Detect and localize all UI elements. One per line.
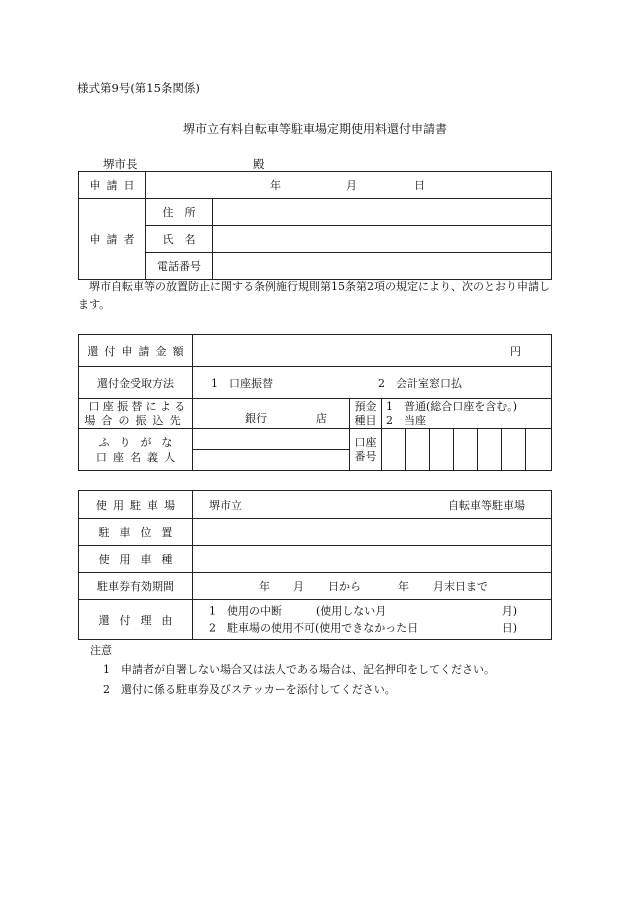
validity-field[interactable] [193,573,552,600]
date-month: 月 [346,179,357,192]
vehicle-label: 使用車種 [79,546,193,573]
parking-field[interactable] [193,491,552,519]
statement-text: 堺市自転車等の放置防止に関する条例施行規則第15条第2項の規定により、次のとおり申請します。 [78,280,550,311]
name-label: 氏 名 [146,226,213,253]
deposit-type-label-line-1: 預金 [354,399,377,413]
position-label: 駐車位置 [79,519,193,546]
parking-suffix: 自転車等駐車場 [448,498,525,512]
branch-suffix: 店 [316,412,327,426]
usage-table [78,490,552,640]
parking-label: 使用駐車場 [79,491,193,519]
addressee: 堺市長 [103,157,138,171]
account-digit-4[interactable] [454,429,478,471]
bank-suffix: 銀行 [245,412,267,426]
vehicle-field[interactable] [193,546,552,573]
refund-table [78,334,552,471]
account-digit-7[interactable] [526,429,552,471]
reason-option-2[interactable]: 2 駐車場の使用不可(使用できなかった日 [209,621,419,635]
account-digit-5[interactable] [478,429,502,471]
deposit-type-label [350,399,382,429]
name-field[interactable] [213,226,552,253]
position-field[interactable] [193,519,552,546]
account-digit-2[interactable] [406,429,430,471]
method-option-1[interactable]: 1 口座振替 [211,376,273,390]
reason-1-end: 月) [501,604,517,618]
date-year: 年 [270,179,281,192]
deposit-type-field[interactable] [382,399,552,429]
date-day: 日 [414,179,425,192]
account-no-label [350,429,382,471]
date-field[interactable] [146,172,552,199]
furigana-field[interactable] [193,429,350,450]
addressee-suffix: 殿 [253,157,265,171]
validity-label: 駐車券有効期間 [79,573,193,600]
note-2: 2 還付に係る駐車券及びステッカーを添付してください。 [103,683,396,696]
reason-1-detail: (使用しない月 [316,604,387,618]
form-number: 様式第9号(第15条関係) [77,81,200,95]
furigana-label: ふりがな [98,435,183,449]
validity-year-1: 年 [259,580,270,593]
deposit-option-1[interactable]: 1 普通(総合口座を含む。) [386,399,518,413]
account-holder-label [79,429,193,471]
parking-prefix: 堺市立 [209,498,242,512]
transfer-label [79,399,193,429]
transfer-label-line-1: 口座振替による [88,399,189,413]
method-field[interactable] [193,367,552,399]
phone-field[interactable] [213,253,552,280]
validity-until: 月末日まで [433,580,488,593]
transfer-label-line-2: 場合の振込先 [84,413,187,427]
notes-heading: 注意 [90,644,112,657]
amount-label: 還付申請金額 [79,335,193,367]
account-digit-3[interactable] [430,429,454,471]
account-digit-1[interactable] [382,429,406,471]
validity-month-1: 月 [293,580,304,593]
account-no-label-line-2: 番号 [354,449,377,463]
address-field[interactable] [213,199,552,226]
note-1: 1 申請者が自署しない場合又は法人である場合は、記名押印をしてください。 [103,663,495,676]
account-digit-6[interactable] [502,429,526,471]
bank-field[interactable] [193,399,350,429]
address-label: 住 所 [146,199,213,226]
reason-option-1[interactable]: 1 使用の中断 [209,604,282,618]
deposit-option-2[interactable]: 2 当座 [386,413,426,427]
applicant-table [78,171,552,280]
method-option-2[interactable]: 2 会計室窓口払 [378,376,462,390]
amount-field[interactable] [193,335,552,367]
phone-label: 電話番号 [146,253,213,280]
applicant-label: 申請者 [79,199,146,280]
reason-2-end: 日) [501,621,517,635]
account-holder-field[interactable] [193,450,350,471]
reason-label: 還付理由 [79,600,193,640]
document-title: 堺市立有料自転車等駐車場定期使用料還付申請書 [182,122,447,136]
reason-field[interactable] [193,600,552,640]
account-no-label-line-1: 口座 [354,435,377,449]
method-label: 還付金受取方法 [79,367,193,399]
validity-from: 日から [328,580,361,593]
validity-year-2: 年 [398,580,409,593]
account-holder-text: 口座名義人 [95,450,182,464]
deposit-type-label-line-2: 種目 [354,413,377,427]
amount-yen: 円 [510,344,522,358]
date-label: 申請日 [79,172,146,199]
